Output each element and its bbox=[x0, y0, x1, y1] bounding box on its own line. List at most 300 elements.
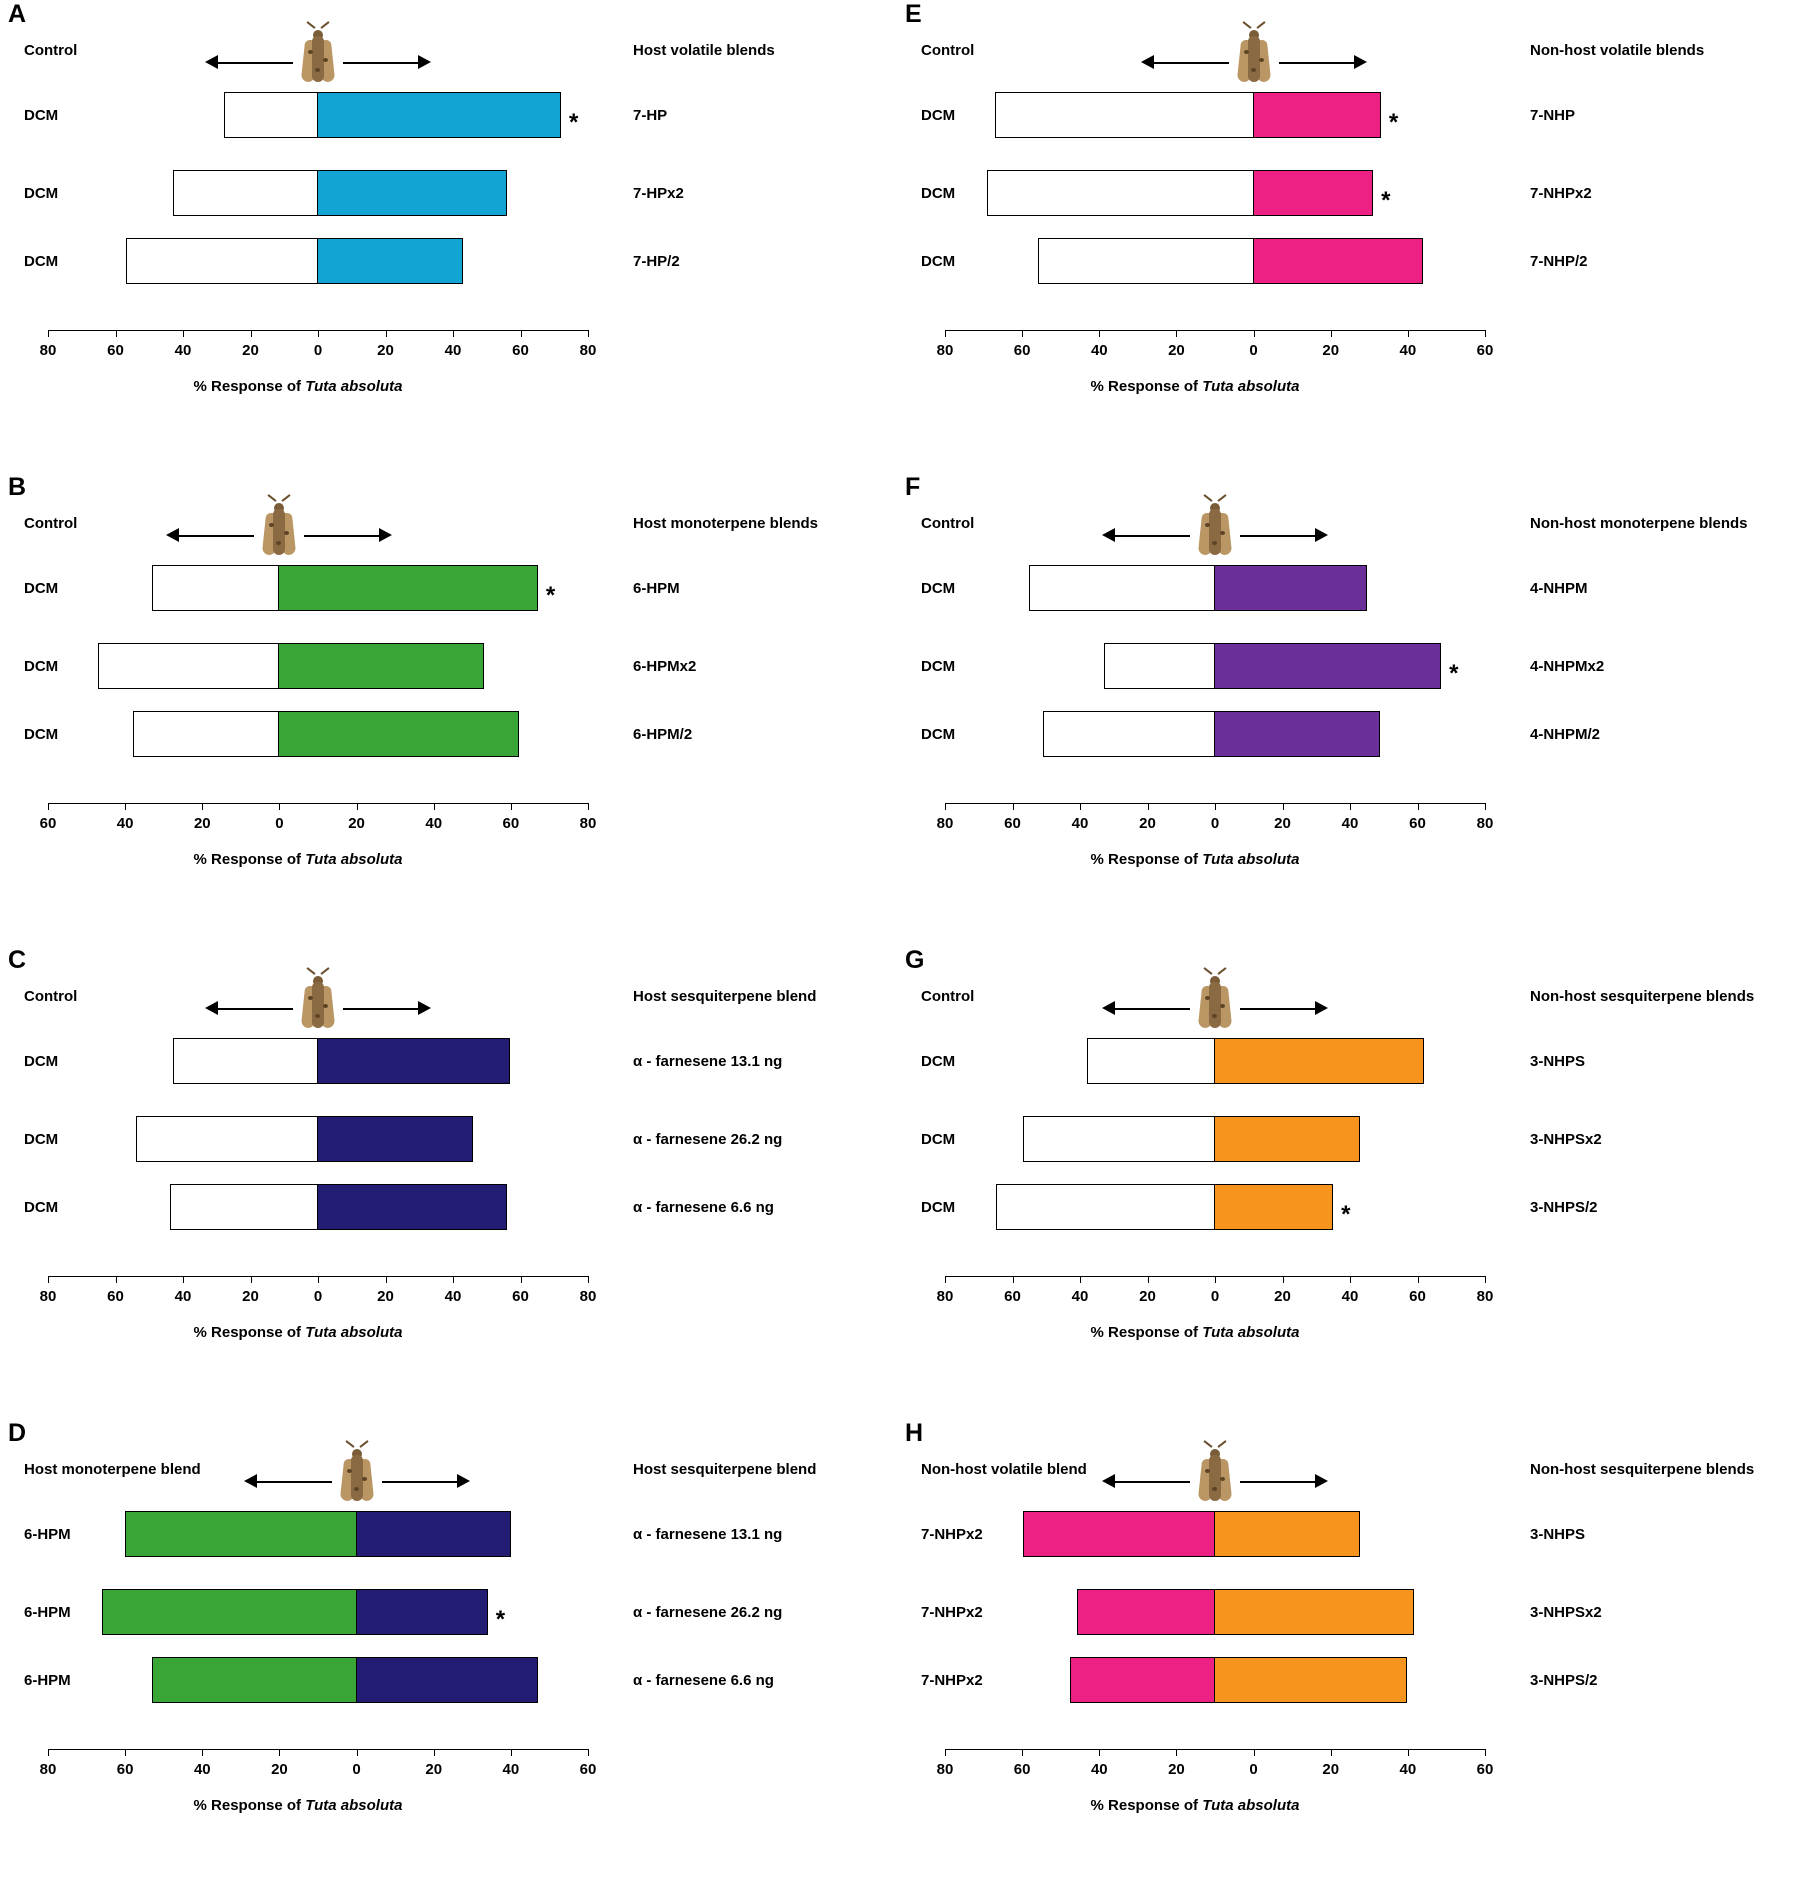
x-axis-tick bbox=[1283, 1276, 1284, 1283]
x-axis-tick-label: 0 bbox=[1249, 342, 1258, 359]
bar-right bbox=[318, 1116, 473, 1162]
x-axis-tick-label: 40 bbox=[1090, 1761, 1108, 1778]
arrow-right-line bbox=[1279, 62, 1354, 64]
arrow-right-line bbox=[1240, 1008, 1315, 1010]
row-left-label: DCM bbox=[24, 107, 59, 124]
row-right-label: 7-HP/2 bbox=[633, 253, 680, 270]
left-header: Host monoterpene blend bbox=[24, 1461, 201, 1478]
x-axis-tick bbox=[48, 803, 49, 810]
row-left-label: DCM bbox=[24, 253, 59, 270]
arrow-left-line bbox=[1115, 1008, 1190, 1010]
x-axis-tick bbox=[588, 1749, 589, 1756]
bar-left bbox=[224, 92, 319, 138]
x-axis-title: % Response of Tuta absoluta bbox=[1090, 1797, 1300, 1814]
x-axis-tick bbox=[125, 803, 126, 810]
x-axis-tick-label: 20 bbox=[348, 815, 365, 832]
bar-left bbox=[133, 711, 280, 757]
x-axis-tick bbox=[588, 1276, 589, 1283]
moth-illustration bbox=[262, 501, 296, 563]
choice-arrows bbox=[8, 48, 888, 78]
x-axis-tick-label: 60 bbox=[1476, 342, 1494, 359]
right-column bbox=[905, 0, 1785, 1892]
right-header: Host sesquiterpene blend bbox=[633, 1461, 817, 1478]
row-left-label: 7-NHPx2 bbox=[921, 1604, 983, 1621]
row-left-label: DCM bbox=[921, 726, 956, 743]
x-axis-tick-label: 40 bbox=[193, 1761, 211, 1778]
x-axis-tick bbox=[1148, 1276, 1149, 1283]
x-axis-tick-label: 20 bbox=[271, 1761, 288, 1778]
arrow-right-line bbox=[1240, 535, 1315, 537]
x-axis-tick-label: 60 bbox=[1004, 1288, 1021, 1305]
row-right-label: α - farnesene 26.2 ng bbox=[633, 1131, 783, 1148]
x-axis-tick bbox=[1350, 803, 1351, 810]
right-header: Non-host monoterpene blends bbox=[1530, 515, 1748, 532]
bar-left bbox=[125, 1511, 356, 1557]
x-axis-title: % Response of Tuta absoluta bbox=[1090, 1324, 1300, 1341]
bar-right bbox=[1215, 565, 1367, 611]
x-axis-tick-label: 60 bbox=[512, 342, 529, 359]
x-axis-tick bbox=[1485, 803, 1486, 810]
x-axis-tick-label: 20 bbox=[1139, 1288, 1156, 1305]
right-header: Non-host volatile blends bbox=[1530, 42, 1705, 59]
panel-letter: G bbox=[905, 946, 925, 974]
arrow-left-head bbox=[205, 55, 218, 69]
row-right-label: 4-NHPM bbox=[1530, 580, 1588, 597]
x-axis-tick bbox=[453, 1276, 454, 1283]
bar-right bbox=[318, 170, 507, 216]
x-axis-line bbox=[48, 1749, 588, 1750]
x-axis-line bbox=[945, 1749, 1485, 1750]
arrow-left-head bbox=[1141, 55, 1154, 69]
x-axis-tick bbox=[1013, 1276, 1014, 1283]
x-axis-tick-label: 20 bbox=[1168, 342, 1185, 359]
x-axis-tick bbox=[511, 803, 512, 810]
x-axis-tick-label: 40 bbox=[502, 1761, 520, 1778]
x-axis-tick bbox=[183, 330, 184, 337]
bar-right bbox=[1215, 1657, 1407, 1703]
x-axis-tick bbox=[1099, 1749, 1100, 1756]
x-axis-title: % Response of Tuta absoluta bbox=[193, 1324, 403, 1341]
left-header: Control bbox=[24, 42, 78, 59]
row-left-label: 7-NHPx2 bbox=[921, 1526, 983, 1543]
panel-d bbox=[8, 1419, 888, 1892]
arrow-left-line bbox=[1115, 535, 1190, 537]
moth-illustration bbox=[301, 28, 335, 90]
x-axis-tick bbox=[1080, 803, 1081, 810]
significance-marker: * bbox=[1341, 1201, 1351, 1228]
arrow-left-line bbox=[1115, 1481, 1190, 1483]
x-axis-tick bbox=[1254, 1749, 1255, 1756]
x-axis-tick-label: 0 bbox=[352, 1761, 361, 1778]
x-axis-line bbox=[48, 803, 588, 804]
bar-left bbox=[987, 170, 1253, 216]
x-axis-tick-label: 40 bbox=[1090, 342, 1108, 359]
x-axis-tick bbox=[511, 1749, 512, 1756]
x-axis-tick bbox=[1215, 1276, 1216, 1283]
x-axis-tick-label: 60 bbox=[107, 1288, 124, 1305]
bar-left bbox=[1029, 565, 1215, 611]
x-axis-tick-label: 60 bbox=[1004, 815, 1021, 832]
x-axis-tick-label: 60 bbox=[1013, 342, 1031, 359]
x-axis-line bbox=[945, 330, 1485, 331]
row-left-label: DCM bbox=[921, 253, 956, 270]
bar-right bbox=[279, 643, 483, 689]
bar-right bbox=[1254, 170, 1374, 216]
bar-left bbox=[1038, 238, 1254, 284]
arrow-right-line bbox=[1240, 1481, 1315, 1483]
row-right-label: 7-NHPx2 bbox=[1530, 185, 1592, 202]
panel-letter: A bbox=[8, 0, 27, 28]
panel-letter: E bbox=[905, 0, 922, 28]
panel-letter: H bbox=[905, 1419, 924, 1447]
bar-right bbox=[279, 565, 537, 611]
x-axis-tick-label: 80 bbox=[936, 1288, 954, 1305]
x-axis-tick bbox=[1148, 803, 1149, 810]
x-axis-tick bbox=[48, 1749, 49, 1756]
x-axis-tick bbox=[386, 1276, 387, 1283]
bar-left bbox=[126, 238, 318, 284]
x-axis-tick bbox=[1022, 330, 1023, 337]
left-header: Control bbox=[921, 988, 975, 1005]
left-header: Control bbox=[24, 988, 78, 1005]
x-axis-tick bbox=[1176, 1749, 1177, 1756]
x-axis-title: % Response of Tuta absoluta bbox=[1090, 851, 1300, 868]
bar-left bbox=[1023, 1116, 1215, 1162]
row-left-label: DCM bbox=[921, 1199, 956, 1216]
x-axis-tick bbox=[1418, 803, 1419, 810]
row-left-label: DCM bbox=[24, 1053, 59, 1070]
choice-arrows bbox=[905, 994, 1785, 1024]
x-axis-tick bbox=[116, 1276, 117, 1283]
row-right-label: 6-HPMx2 bbox=[633, 658, 697, 675]
arrow-left-head bbox=[1102, 528, 1115, 542]
x-axis-tick bbox=[318, 1276, 319, 1283]
row-right-label: 7-HPx2 bbox=[633, 185, 684, 202]
x-axis-tick-label: 80 bbox=[936, 342, 954, 359]
x-axis-tick bbox=[48, 330, 49, 337]
bar-right bbox=[1215, 1038, 1424, 1084]
bar-left bbox=[102, 1589, 357, 1635]
choice-arrows bbox=[8, 521, 888, 551]
x-axis-tick-label: 60 bbox=[502, 815, 520, 832]
bar-left bbox=[1023, 1511, 1215, 1557]
row-left-label: DCM bbox=[24, 1131, 59, 1148]
x-axis-tick-label: 0 bbox=[1210, 1288, 1220, 1305]
x-axis-tick bbox=[434, 803, 435, 810]
panel-letter: D bbox=[8, 1419, 27, 1447]
x-axis-tick-label: 20 bbox=[377, 1288, 394, 1305]
row-left-label: DCM bbox=[921, 1053, 956, 1070]
bar-right bbox=[279, 711, 518, 757]
bar-left bbox=[1104, 643, 1215, 689]
bar-left bbox=[1070, 1657, 1215, 1703]
bar-right bbox=[357, 1589, 488, 1635]
x-axis-tick bbox=[1485, 330, 1486, 337]
panel-a bbox=[8, 0, 888, 473]
left-header: Non-host volatile blend bbox=[921, 1461, 1087, 1478]
x-axis-tick bbox=[251, 330, 252, 337]
choice-arrows bbox=[905, 48, 1785, 78]
x-axis-tick-label: 80 bbox=[39, 1288, 57, 1305]
x-axis-tick bbox=[945, 803, 946, 810]
arrow-right-head bbox=[379, 528, 392, 542]
right-header: Host volatile blends bbox=[633, 42, 775, 59]
x-axis-tick bbox=[183, 1276, 184, 1283]
row-right-label: 6-HPM/2 bbox=[633, 726, 693, 743]
x-axis-tick-label: 60 bbox=[1409, 1288, 1426, 1305]
x-axis-tick bbox=[1215, 803, 1216, 810]
right-header: Host monoterpene blends bbox=[633, 515, 819, 532]
moth-illustration bbox=[1198, 1447, 1232, 1509]
bar-left bbox=[170, 1184, 319, 1230]
row-left-label: 6-HPM bbox=[24, 1526, 71, 1543]
bar-left bbox=[136, 1116, 318, 1162]
panel-letter: F bbox=[905, 473, 921, 501]
x-axis-tick bbox=[1022, 1749, 1023, 1756]
row-left-label: DCM bbox=[921, 658, 956, 675]
x-axis-tick bbox=[945, 1749, 946, 1756]
x-axis-tick-label: 80 bbox=[1476, 815, 1494, 832]
x-axis-tick bbox=[251, 1276, 252, 1283]
x-axis-tick-label: 80 bbox=[579, 815, 597, 832]
x-axis-tick-label: 20 bbox=[1322, 1761, 1340, 1778]
x-axis-tick-label: 80 bbox=[1476, 1288, 1494, 1305]
row-right-label: 3-NHPS/2 bbox=[1530, 1199, 1598, 1216]
bar-left bbox=[1043, 711, 1215, 757]
arrow-right-line bbox=[343, 62, 418, 64]
x-axis-tick bbox=[453, 330, 454, 337]
x-axis-tick bbox=[386, 330, 387, 337]
x-axis-tick bbox=[1331, 330, 1332, 337]
x-axis-tick-label: 80 bbox=[936, 1761, 954, 1778]
x-axis-tick bbox=[588, 803, 589, 810]
bar-left bbox=[98, 643, 279, 689]
bar-left bbox=[1077, 1589, 1215, 1635]
row-right-label: α - farnesene 6.6 ng bbox=[633, 1672, 774, 1689]
x-axis-tick-label: 40 bbox=[174, 1288, 192, 1305]
x-axis-tick bbox=[357, 803, 358, 810]
arrow-left-head bbox=[205, 1001, 218, 1015]
arrow-right-head bbox=[457, 1474, 470, 1488]
x-axis-tick-label: 20 bbox=[193, 815, 211, 832]
x-axis-tick bbox=[1408, 330, 1409, 337]
x-axis-tick bbox=[279, 803, 280, 810]
bar-left bbox=[152, 565, 279, 611]
x-axis-tick-label: 40 bbox=[1071, 1288, 1089, 1305]
x-axis-tick bbox=[318, 330, 319, 337]
row-left-label: DCM bbox=[921, 107, 956, 124]
arrow-left-line bbox=[257, 1481, 332, 1483]
moth-illustration bbox=[1198, 974, 1232, 1036]
bar-right bbox=[1215, 711, 1380, 757]
arrow-left-head bbox=[1102, 1474, 1115, 1488]
x-axis-tick bbox=[1350, 1276, 1351, 1283]
row-right-label: α - farnesene 13.1 ng bbox=[633, 1526, 783, 1543]
x-axis-tick-label: 60 bbox=[116, 1761, 134, 1778]
significance-marker: * bbox=[1388, 109, 1399, 136]
row-right-label: 3-NHPSx2 bbox=[1530, 1131, 1602, 1148]
row-left-label: DCM bbox=[921, 580, 956, 597]
x-axis-tick bbox=[1485, 1749, 1486, 1756]
x-axis-tick-label: 40 bbox=[174, 342, 192, 359]
bar-left bbox=[173, 170, 318, 216]
x-axis-tick-label: 20 bbox=[1168, 1761, 1185, 1778]
x-axis-tick-label: 80 bbox=[579, 342, 597, 359]
moth-illustration bbox=[340, 1447, 374, 1509]
x-axis-tick bbox=[1408, 1749, 1409, 1756]
row-right-label: 3-NHPS bbox=[1530, 1526, 1586, 1543]
x-axis-tick-label: 20 bbox=[377, 342, 394, 359]
x-axis-tick-label: 40 bbox=[1399, 1761, 1417, 1778]
x-axis-tick-label: 20 bbox=[1274, 1288, 1291, 1305]
panel-g bbox=[905, 946, 1785, 1419]
x-axis-tick-label: 60 bbox=[512, 1288, 529, 1305]
x-axis-title: % Response of Tuta absoluta bbox=[193, 1797, 403, 1814]
arrow-left-head bbox=[244, 1474, 257, 1488]
x-axis-tick-label: 20 bbox=[1322, 342, 1340, 359]
panel-h bbox=[905, 1419, 1785, 1892]
x-axis-tick bbox=[434, 1749, 435, 1756]
choice-arrows bbox=[8, 1467, 888, 1497]
significance-marker: * bbox=[1449, 660, 1459, 687]
x-axis-tick bbox=[945, 1276, 946, 1283]
row-right-label: 3-NHPS/2 bbox=[1530, 1672, 1598, 1689]
x-axis-tick bbox=[945, 330, 946, 337]
x-axis-tick-label: 40 bbox=[1341, 1288, 1359, 1305]
bar-right bbox=[1215, 1589, 1414, 1635]
x-axis-tick bbox=[1080, 1276, 1081, 1283]
arrow-right-head bbox=[1354, 55, 1367, 69]
panel-f bbox=[905, 473, 1785, 946]
row-left-label: DCM bbox=[24, 726, 59, 743]
x-axis-tick bbox=[1418, 1276, 1419, 1283]
panel-b bbox=[8, 473, 888, 946]
x-axis-tick-label: 60 bbox=[1476, 1761, 1494, 1778]
arrow-left-head bbox=[1102, 1001, 1115, 1015]
arrow-right-line bbox=[343, 1008, 418, 1010]
x-axis-tick-label: 0 bbox=[313, 342, 323, 359]
row-right-label: 7-HP bbox=[633, 107, 668, 124]
x-axis-tick-label: 40 bbox=[116, 815, 134, 832]
arrow-left-head bbox=[166, 528, 179, 542]
row-right-label: 7-NHP bbox=[1530, 107, 1576, 124]
x-axis-tick bbox=[521, 1276, 522, 1283]
arrow-right-head bbox=[1315, 1001, 1328, 1015]
x-axis-tick-label: 80 bbox=[39, 1761, 57, 1778]
row-left-label: 6-HPM bbox=[24, 1672, 71, 1689]
x-axis-tick bbox=[125, 1749, 126, 1756]
x-axis-tick-label: 20 bbox=[425, 1761, 443, 1778]
arrow-right-head bbox=[1315, 1474, 1328, 1488]
row-left-label: 6-HPM bbox=[24, 1604, 71, 1621]
left-header: Control bbox=[921, 42, 975, 59]
x-axis-tick bbox=[1254, 330, 1255, 337]
row-left-label: DCM bbox=[24, 185, 59, 202]
arrow-left-line bbox=[179, 535, 254, 537]
x-axis-tick-label: 20 bbox=[1139, 815, 1156, 832]
row-left-label: DCM bbox=[24, 580, 59, 597]
row-right-label: α - farnesene 26.2 ng bbox=[633, 1604, 783, 1621]
right-header: Non-host sesquiterpene blends bbox=[1530, 1461, 1755, 1478]
x-axis-tick bbox=[1331, 1749, 1332, 1756]
x-axis-tick-label: 60 bbox=[39, 815, 57, 832]
x-axis-tick-label: 60 bbox=[107, 342, 124, 359]
choice-arrows bbox=[8, 994, 888, 1024]
x-axis-tick bbox=[279, 1749, 280, 1756]
row-left-label: DCM bbox=[24, 1199, 59, 1216]
row-right-label: 3-NHPSx2 bbox=[1530, 1604, 1602, 1621]
x-axis-tick-label: 0 bbox=[275, 815, 284, 832]
significance-marker: * bbox=[1381, 187, 1391, 214]
left-header: Control bbox=[921, 515, 975, 532]
bar-right bbox=[1215, 1116, 1360, 1162]
x-axis-tick-label: 40 bbox=[1071, 815, 1089, 832]
x-axis-tick bbox=[1013, 803, 1014, 810]
row-right-label: 7-NHP/2 bbox=[1530, 253, 1588, 270]
x-axis-tick-label: 80 bbox=[936, 815, 954, 832]
row-right-label: α - farnesene 13.1 ng bbox=[633, 1053, 783, 1070]
bar-right bbox=[1215, 1184, 1333, 1230]
row-right-label: α - farnesene 6.6 ng bbox=[633, 1199, 774, 1216]
bar-right bbox=[357, 1511, 511, 1557]
row-right-label: 4-NHPM/2 bbox=[1530, 726, 1601, 743]
significance-marker: * bbox=[569, 109, 579, 136]
x-axis-tick-label: 60 bbox=[579, 1761, 597, 1778]
x-axis-tick-label: 40 bbox=[444, 342, 462, 359]
bar-left bbox=[152, 1657, 356, 1703]
x-axis-tick-label: 0 bbox=[313, 1288, 323, 1305]
bar-right bbox=[318, 238, 463, 284]
moth-illustration bbox=[1237, 28, 1271, 90]
bar-left bbox=[173, 1038, 318, 1084]
row-left-label: DCM bbox=[921, 1131, 956, 1148]
bar-right bbox=[1215, 643, 1441, 689]
x-axis-tick-label: 20 bbox=[242, 342, 259, 359]
arrow-left-line bbox=[218, 62, 293, 64]
panel-e bbox=[905, 0, 1785, 473]
bar-left bbox=[995, 92, 1253, 138]
panel-letter: C bbox=[8, 946, 27, 974]
x-axis-tick bbox=[1485, 1276, 1486, 1283]
row-left-label: 7-NHPx2 bbox=[921, 1672, 983, 1689]
x-axis-tick bbox=[48, 1276, 49, 1283]
x-axis-tick-label: 0 bbox=[1249, 1761, 1258, 1778]
x-axis-title: % Response of Tuta absoluta bbox=[193, 378, 403, 395]
x-axis-tick bbox=[357, 1749, 358, 1756]
bar-right bbox=[1215, 1511, 1360, 1557]
x-axis-tick-label: 60 bbox=[1013, 1761, 1031, 1778]
x-axis-tick-label: 40 bbox=[444, 1288, 462, 1305]
bar-right bbox=[318, 1184, 507, 1230]
arrow-left-line bbox=[218, 1008, 293, 1010]
bar-right bbox=[357, 1657, 538, 1703]
row-right-label: 4-NHPMx2 bbox=[1530, 658, 1605, 675]
x-axis-tick-label: 20 bbox=[242, 1288, 259, 1305]
x-axis-tick-label: 20 bbox=[1274, 815, 1291, 832]
x-axis-tick bbox=[202, 803, 203, 810]
x-axis-tick-label: 80 bbox=[39, 342, 57, 359]
arrow-right-line bbox=[304, 535, 379, 537]
left-header: Control bbox=[24, 515, 78, 532]
choice-arrows bbox=[905, 521, 1785, 551]
row-left-label: DCM bbox=[24, 658, 59, 675]
arrow-right-head bbox=[418, 1001, 431, 1015]
x-axis-tick-label: 60 bbox=[1409, 815, 1426, 832]
arrow-left-line bbox=[1154, 62, 1229, 64]
arrow-right-head bbox=[418, 55, 431, 69]
panel-letter: B bbox=[8, 473, 27, 501]
significance-marker: * bbox=[545, 582, 556, 609]
